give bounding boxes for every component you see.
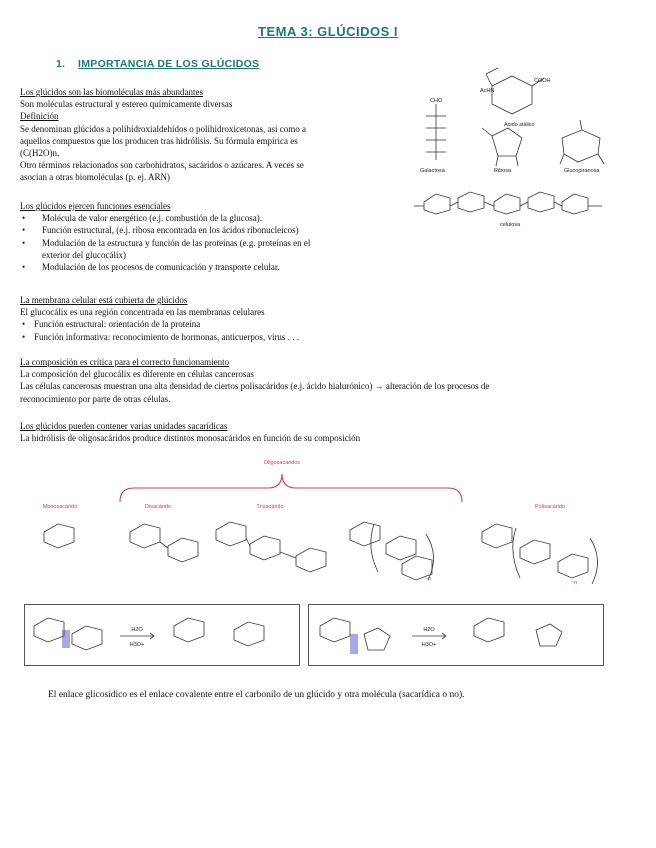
intro-heading: Los glúcidos son las biomoléculas más abundantes — [20, 87, 203, 97]
composition-line: Las células cancerosas muestran una alta densidad de ciertos polisacáridos (e.j. ácido hialurónico) → alteración de los procesos de — [20, 381, 490, 392]
ribose-ring — [492, 128, 522, 156]
di-label: Disacárido — [145, 504, 171, 510]
definition-line: Se denominan glúcidos a polihidroxialdehídos o polihidroxicetonas, así como a — [20, 123, 306, 134]
oligo-label: Oligosacáridos — [263, 460, 301, 466]
poli-label: Polisacárido — [535, 504, 565, 510]
glycosidic-bond-highlight — [62, 630, 70, 648]
intro-line: Son moléculas estructural y estereo químicamente diversas — [20, 99, 233, 110]
intro-block — [20, 86, 392, 184]
cho-label: CHO — [430, 98, 443, 104]
definition-line: aquellos compuestos que los producen tras hidrólisis. Su fórmula empírica es — [20, 135, 298, 146]
hydronium-label: H3O+ — [129, 642, 145, 648]
galactosa-label: Galactosa — [420, 168, 445, 174]
oligo-brace — [120, 474, 462, 502]
mono-label: Monosacárido — [42, 504, 78, 510]
hydrolysis-panel-1 — [24, 604, 300, 666]
sugar-rings — [44, 522, 598, 584]
glucopiranosa-label: Glucopiranosa — [564, 168, 600, 174]
list-item: • Modulación de los procesos de comunicación y transporte celular. — [20, 261, 392, 273]
section-number: 1. — [56, 58, 66, 70]
membrane-line: El glucocálix es una región concentrada en las membranas celulares — [20, 307, 265, 318]
oligosaccharides-figure — [30, 452, 620, 600]
composition-block — [20, 356, 620, 405]
hydronium-label: H3O+ — [421, 642, 437, 648]
units-line: La hidrólisis de oligosacáridos produce distintos monosacáridos en función de su composición — [20, 433, 361, 444]
composition-heading: La composición es crítica para el correcto funcionamiento — [20, 357, 230, 367]
terms-line: Otro términos relacionados son carbohidratos, sacáridos o azúcares. A veces se — [20, 160, 304, 171]
terms-line: asocian a otras biomoléculas (p. ej. ARN) — [20, 172, 170, 183]
composition-line: La composición del glucocálix es diferente en células cancerosas — [20, 369, 254, 380]
definition-heading: Definición — [20, 111, 59, 122]
acnh-label: AcHN — [480, 88, 495, 94]
units-heading: Los glúcidos pueden contener varias unidades sacarídicas — [20, 421, 228, 431]
composition-line: reconocimiento por parte de otras células. — [20, 393, 171, 404]
functions-heading: Los glúcidos ejercen funciones esenciales — [20, 201, 171, 211]
cellulose-chain — [414, 192, 602, 214]
page-title: TEMA 3: GLÚCIDOS I — [258, 24, 398, 39]
units-block — [20, 420, 620, 444]
list-item: • Molécula de valor energético (e.j. combustión de la glucosa). — [20, 212, 392, 224]
section-title: IMPORTANCIA DE LOS GLÚCIDOS — [78, 58, 260, 70]
water-label: H2O — [131, 627, 143, 633]
list-item: • Modulación de la estructura y función de las proteínas (e.g. proteínas en el — [20, 237, 392, 249]
sialic-acid-ring — [492, 76, 532, 114]
section-heading — [56, 58, 259, 70]
n-label: ~n — [570, 580, 578, 586]
sialic-label: Ácido siálico — [504, 122, 535, 128]
caption: El enlace glicosídico es el enlace covalente entre el carbonilo de un glúcido y otra molécula (sacarídica o no). — [48, 690, 465, 700]
list-item: • Función estructural, (e.j. ribosa encontrada en los ácidos ribonucleicos) — [20, 224, 392, 236]
monosaccharides-figure — [412, 66, 612, 232]
list-item: • Función informativa: reconocimiento de hormonas, anticuerpos, virus . . . — [20, 331, 420, 343]
water-label: H2O — [423, 627, 435, 633]
hydrolysis-panel-2 — [308, 604, 604, 666]
ribosa-label: Ribosa — [494, 168, 512, 174]
cooh-label: COOH — [534, 78, 551, 84]
n-label: ~n — [424, 576, 432, 582]
celulosa-label: celulosa — [500, 222, 521, 228]
glycosidic-bond-highlight — [350, 634, 358, 654]
list-item: • Función estructural: orientación de la proteína — [20, 318, 420, 330]
tri-label: Trisacárido — [256, 504, 284, 510]
membrane-heading: La membrana celular está cubierta de glúcidos — [20, 295, 188, 305]
definition-line: (C(H2O)n. — [20, 148, 60, 159]
functions-block — [20, 200, 392, 273]
glucopyranose-ring — [562, 130, 600, 162]
membrane-block — [20, 294, 420, 343]
list-item-continuation: exterior del glucocálix) — [42, 249, 126, 260]
